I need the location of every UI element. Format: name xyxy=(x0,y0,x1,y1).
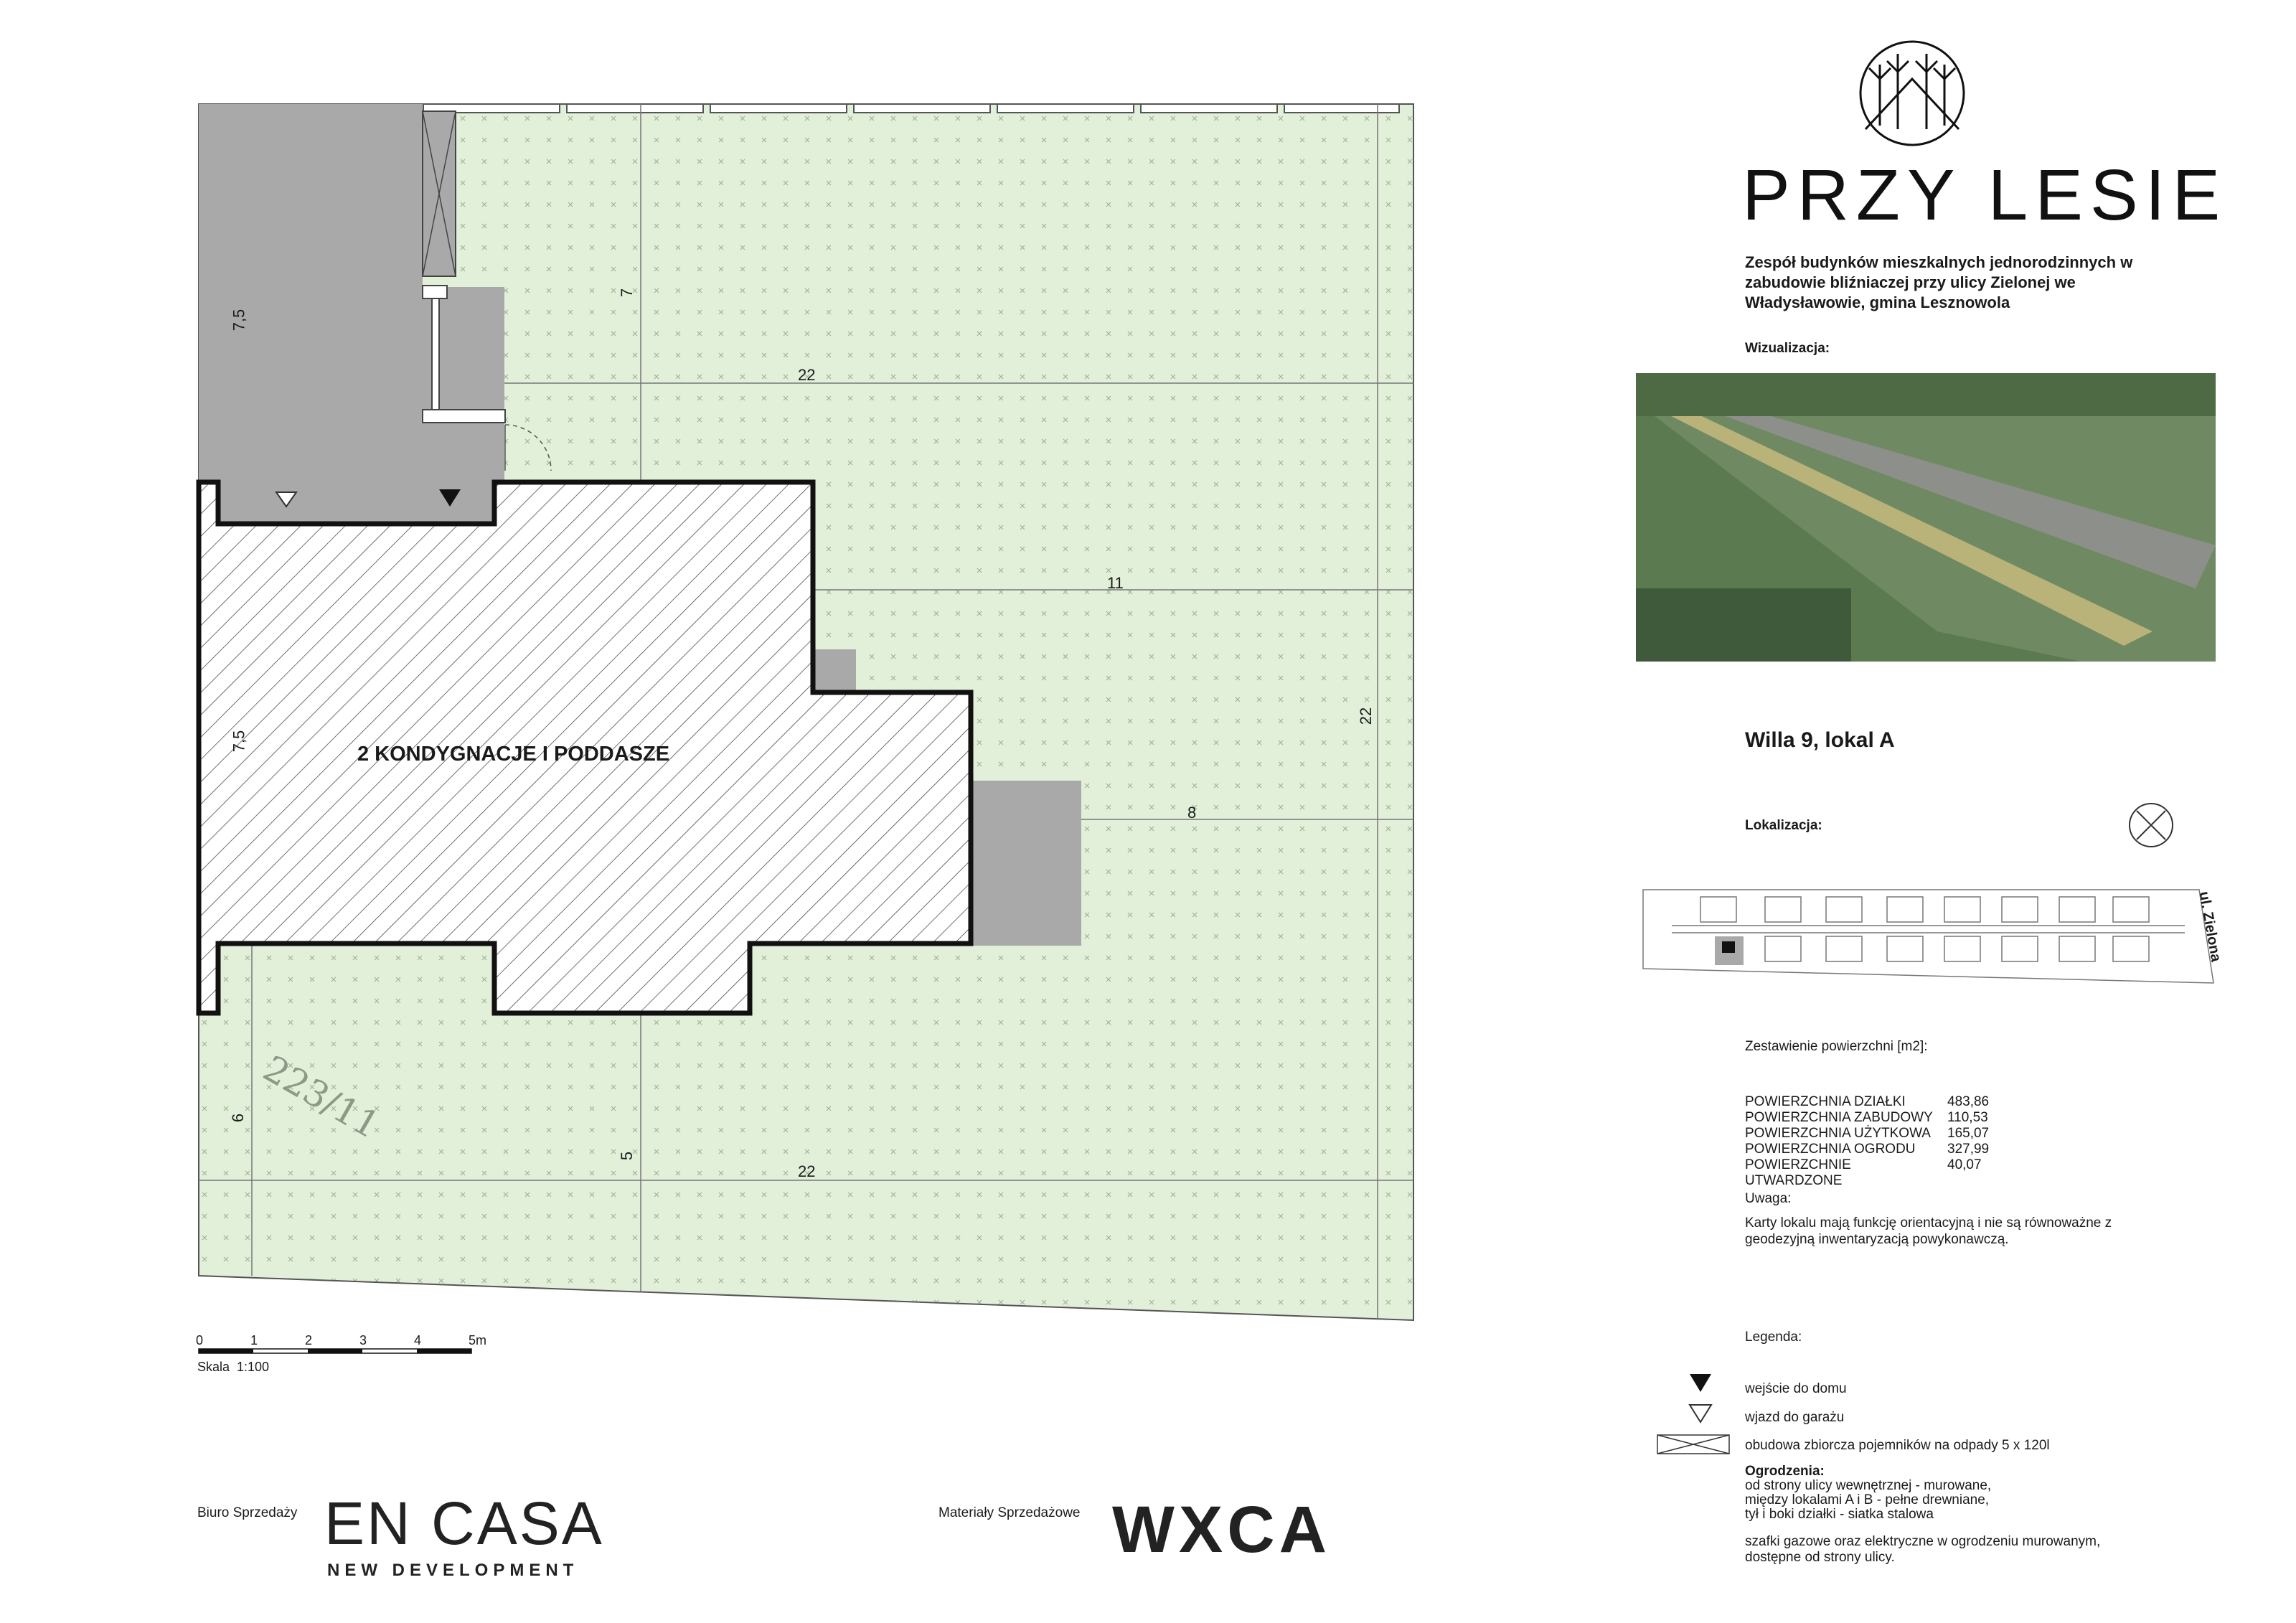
legend-fence-3: tył i boki działki - siatka stalowa xyxy=(1745,1507,1934,1522)
dim-right-22: 22 xyxy=(1357,707,1375,725)
brand-title: PRZY LESIE xyxy=(1742,155,2228,235)
visualization-label: Wizualizacja: xyxy=(1745,341,1830,356)
terrace-right xyxy=(972,781,1081,946)
legend-fences-title: Ogrodzenia: xyxy=(1745,1464,1825,1479)
area-row: POWIERZCHNIE UTWARDZONE 40,07 xyxy=(1745,1157,1982,1188)
dim-5: 5 xyxy=(618,1151,636,1161)
scale-tick-0: 0 xyxy=(196,1333,204,1347)
area-row: POWIERZCHNIA ZABUDOWY 110,53 xyxy=(1745,1110,1988,1125)
legend-entrance: wejście do domu xyxy=(1745,1381,1847,1396)
area-row: POWIERZCHNIA UŻYTKOWA 165,07 xyxy=(1745,1126,1990,1141)
areas-table xyxy=(1745,1094,1989,1189)
legend-bins: obudowa zbiorcza pojemników na odpady 5 x 120l xyxy=(1745,1438,2050,1453)
dim-8: 8 xyxy=(1187,804,1197,822)
dim-left-6: 6 xyxy=(229,1113,248,1123)
scale-bar xyxy=(199,1349,471,1353)
scale-tick-2: 2 xyxy=(305,1333,313,1347)
terrace xyxy=(813,649,856,692)
wxca-logo: WXCA xyxy=(1112,1493,1332,1566)
area-row: POWIERZCHNIA DZIAŁKI 483,86 xyxy=(1745,1094,1990,1109)
note-title: Uwaga: xyxy=(1745,1191,1792,1206)
przy-lesie-logo-icon xyxy=(1860,42,1964,145)
dim-7: 7 xyxy=(618,288,636,298)
legend-fence-1: od strony ulicy wewnętrznej - murowane, xyxy=(1745,1478,1992,1493)
legend-fence-2: między lokalami A i B - pełne drewniane, xyxy=(1745,1492,1990,1507)
dim-bottom-22: 22 xyxy=(798,1162,816,1180)
encasa-logo: EN CASA xyxy=(324,1490,604,1557)
dim-top-22: 22 xyxy=(798,366,816,384)
note-text: Karty lokalu mają funkcję orientacyjną i nie są równoważne z geodezyjną inwentaryzacją powykonawczą. xyxy=(1745,1215,2112,1247)
entrance-legend-icon xyxy=(1690,1374,1711,1392)
garage-legend-icon xyxy=(1690,1405,1711,1422)
legend-garage: wjazd do garażu xyxy=(1745,1410,1845,1425)
driveway xyxy=(218,104,423,524)
building-label: 2 KONDYGNACJE I PODDASZE xyxy=(357,743,670,766)
encasa-logo-sub: NEW DEVELOPMENT xyxy=(327,1561,579,1580)
scale-label: Skala 1:100 xyxy=(197,1360,270,1374)
front-fence xyxy=(423,104,1399,113)
fence-post xyxy=(423,410,505,423)
bins-legend-icon xyxy=(1657,1435,1729,1454)
parcel-number: 223/11 xyxy=(256,1047,387,1147)
dim-left-7-5-top: 7,5 xyxy=(230,309,248,331)
north-arrow-icon xyxy=(2130,804,2173,847)
street-label: ul. Zielona xyxy=(2196,890,2224,964)
scale-tick-3: 3 xyxy=(359,1333,367,1347)
scale-tick-4: 4 xyxy=(414,1333,422,1347)
visualization-image xyxy=(1636,373,2216,662)
fence-post xyxy=(432,298,439,410)
scale-tick-5m: 5m xyxy=(469,1333,487,1347)
legend-title: Legenda: xyxy=(1745,1330,1802,1345)
location-map xyxy=(1643,890,2213,983)
paving-left xyxy=(199,104,218,484)
location-label: Lokalizacja: xyxy=(1745,818,1822,833)
areas-title: Zestawienie powierzchni [m2]: xyxy=(1745,1039,1928,1054)
scale-tick-1: 1 xyxy=(250,1333,258,1347)
bin-enclosure xyxy=(423,111,456,276)
materials-label: Materiały Sprzedażowe xyxy=(938,1505,1081,1520)
brand-subtitle: Zespół budynków mieszkalnych jednorodzinnych w zabudowie bliźniaczej przy ulicy Zielonej we Władysławowie, gmina Lesznowola xyxy=(1745,253,2133,311)
sales-label: Biuro Sprzedaży xyxy=(197,1505,298,1520)
unit-title: Willa 9, lokal A xyxy=(1745,728,1895,752)
dim-left-7-5-mid: 7,5 xyxy=(230,730,248,753)
legend-gas: szafki gazowe oraz elektryczne w ogrodzeniu murowanym, dostępne od strony ulicy. xyxy=(1745,1534,2101,1565)
fence-post xyxy=(423,286,447,298)
area-row: POWIERZCHNIA OGRODU 327,99 xyxy=(1745,1142,1990,1157)
dim-11: 11 xyxy=(1107,574,1124,592)
